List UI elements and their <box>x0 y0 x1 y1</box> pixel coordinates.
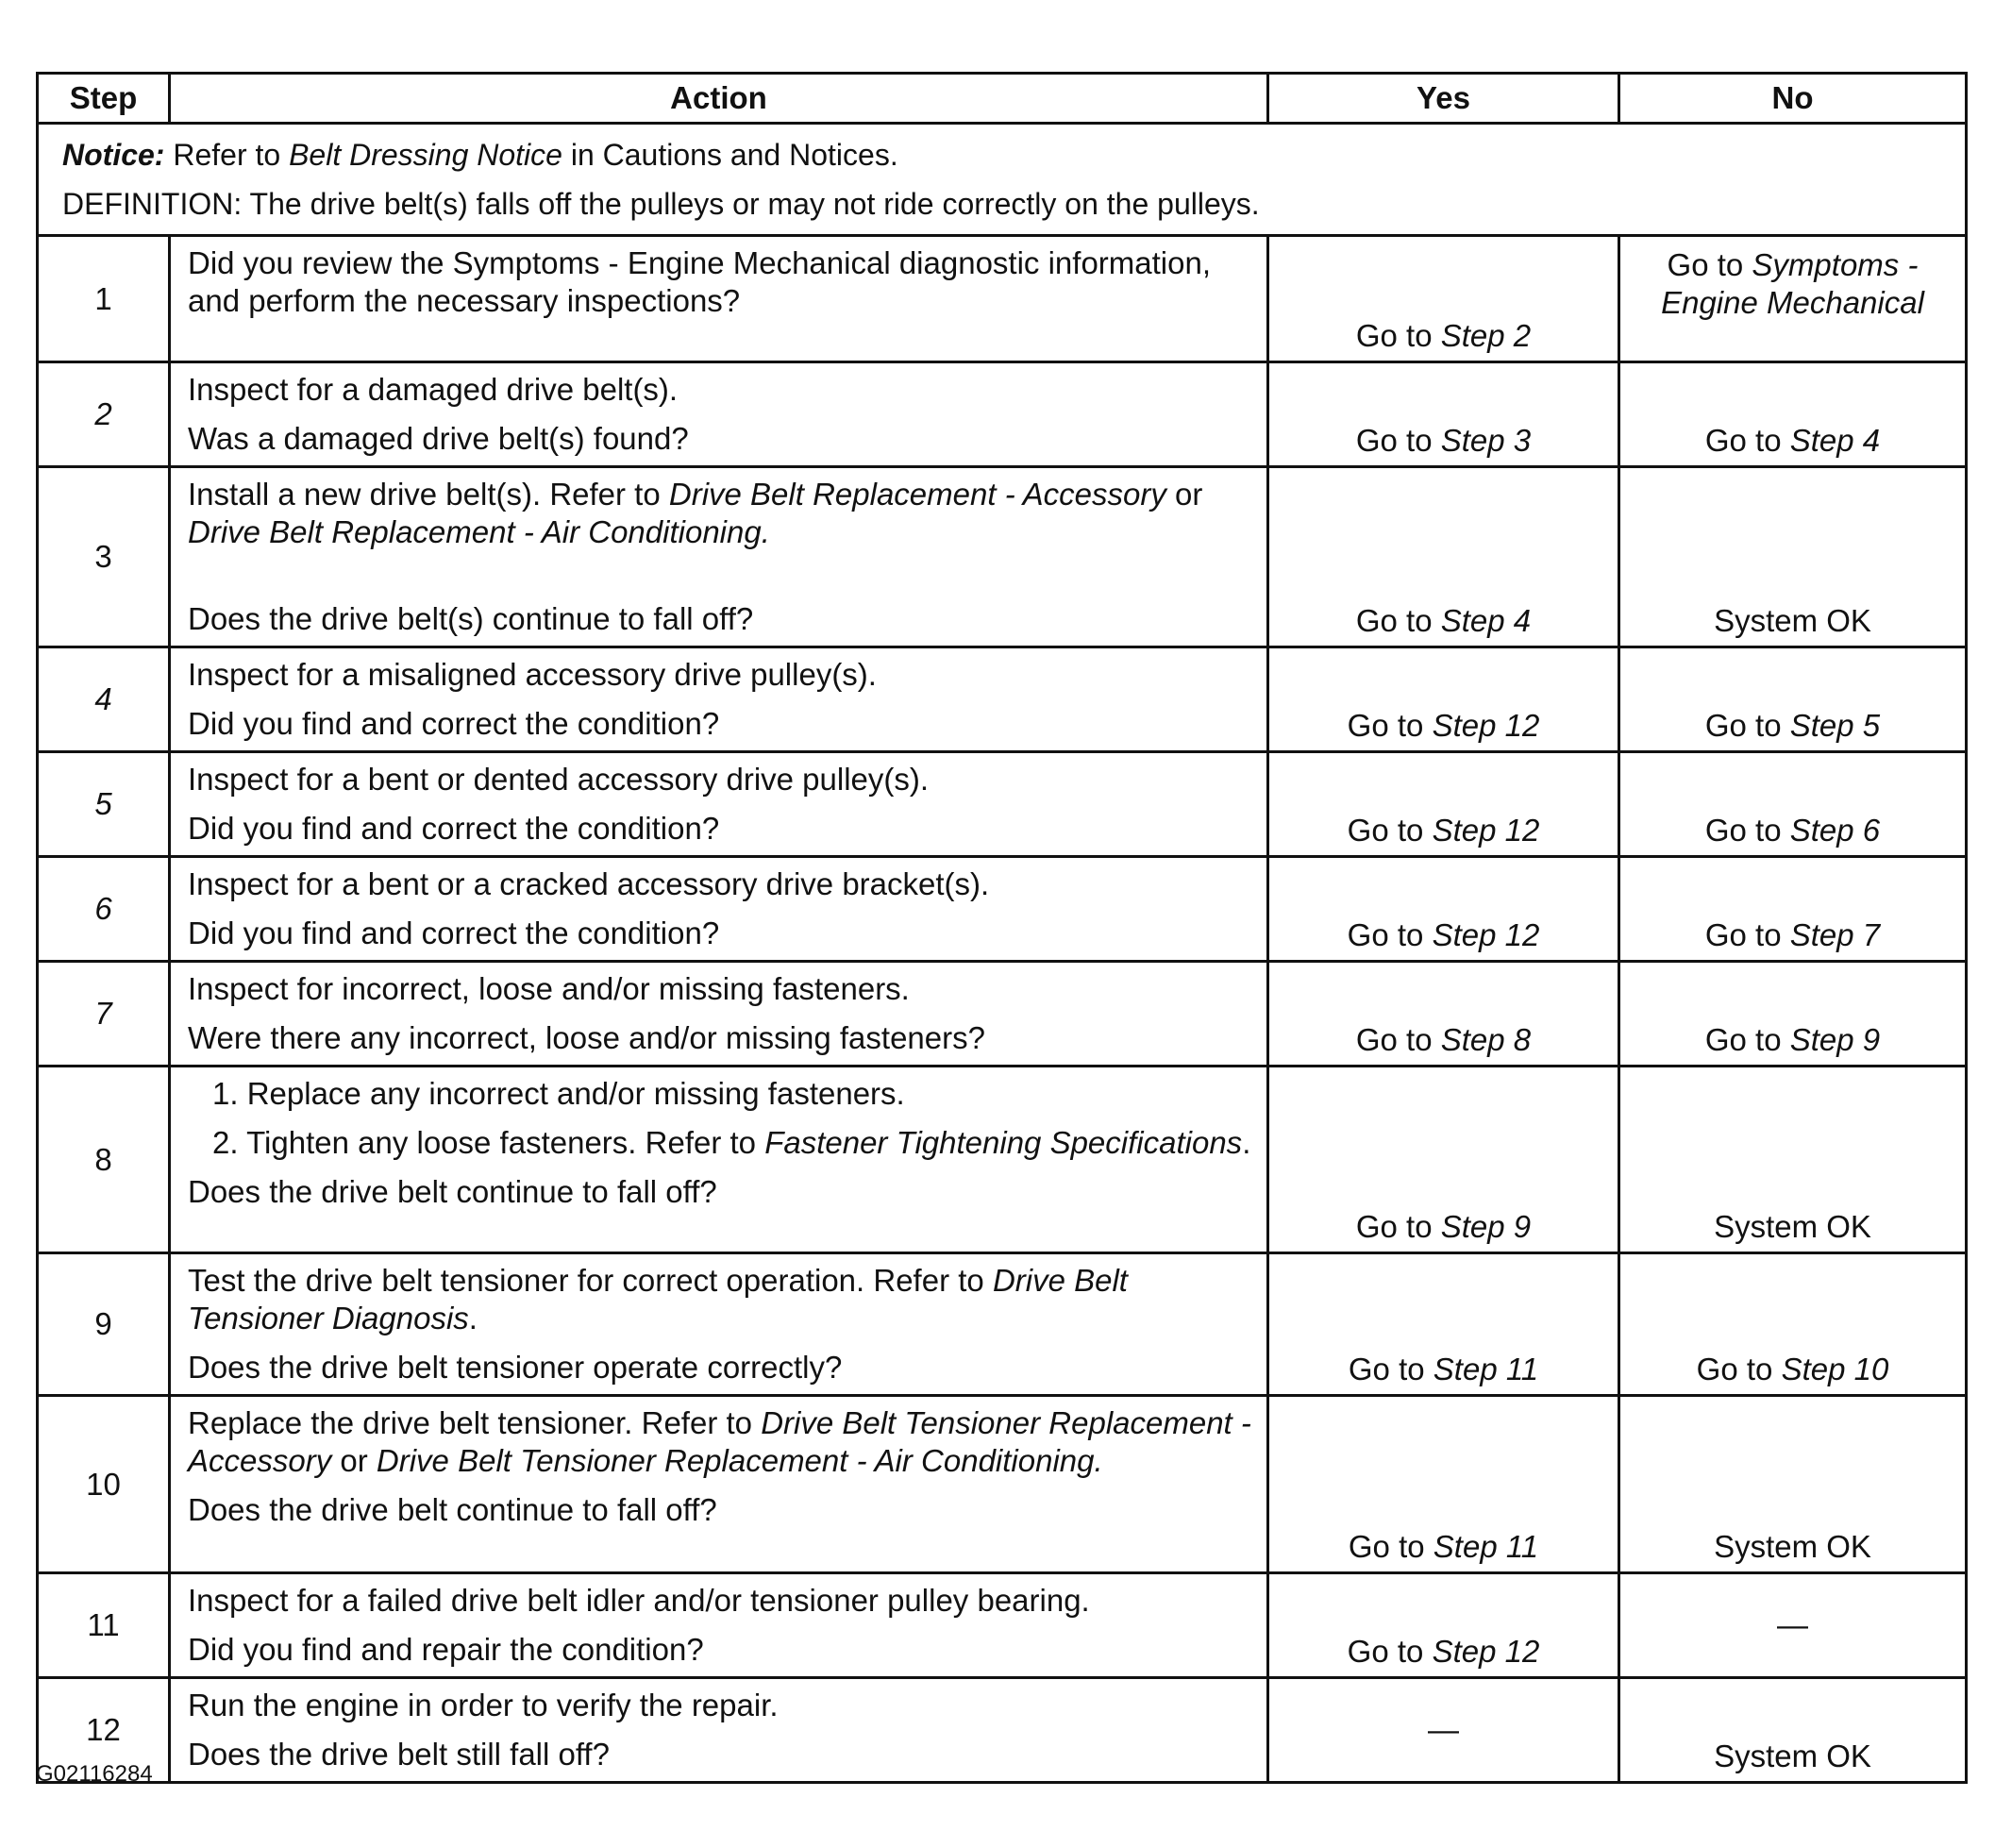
yes-step-ref: Step 4 <box>1440 603 1532 638</box>
step-number: 5 <box>38 752 170 857</box>
no-step-ref: Step 9 <box>1789 1022 1881 1057</box>
no-step-ref: Step 5 <box>1789 708 1881 743</box>
yes-step-ref: Step 12 <box>1432 708 1540 743</box>
yes-cell <box>1268 1253 1619 1396</box>
list-number: 2. <box>212 1125 239 1160</box>
yes-prefix: Go to <box>1355 423 1441 458</box>
no-cell <box>1619 647 1967 752</box>
step-row-2 <box>38 362 1967 467</box>
action-cell <box>170 1253 1268 1396</box>
yes-step-ref: Step 11 <box>1433 1352 1539 1386</box>
step-row-8 <box>38 1067 1967 1253</box>
action-prefix: Test the drive belt tensioner for correct operation. Refer to <box>188 1263 993 1298</box>
action-prefix: Replace the drive belt tensioner. Refer to <box>188 1405 762 1440</box>
header-row <box>38 74 1967 124</box>
no-doc-ref: Symptoms - Engine Mechanical <box>1661 247 1924 320</box>
yes-cell <box>1268 857 1619 962</box>
step-number: 2 <box>38 362 170 467</box>
step-number: 9 <box>38 1253 170 1396</box>
action-cell <box>170 1067 1268 1253</box>
action-question: Did you find and correct the condition? <box>188 916 720 950</box>
action-doc-ref: Drive Belt Replacement - Air Conditioning. <box>188 514 770 549</box>
action-cell <box>170 467 1268 647</box>
action-text: Inspect for a failed drive belt idler and/or tensioner pulley bearing. <box>188 1583 1090 1618</box>
no-prefix: Go to <box>1696 1352 1782 1386</box>
no-cell <box>1619 752 1967 857</box>
step-number: 12 <box>38 1678 170 1783</box>
step-number: 11 <box>38 1573 170 1678</box>
no-step-ref: Step 6 <box>1789 813 1881 848</box>
header-no: No <box>1619 74 1967 124</box>
yes-prefix: Go to <box>1347 917 1433 952</box>
notice-cell <box>38 124 1967 236</box>
action-text: Inspect for a bent or dented accessory drive pulley(s). <box>188 762 930 797</box>
yes-step-ref: Step 3 <box>1440 423 1532 458</box>
step-number: 7 <box>38 962 170 1067</box>
action-cell <box>170 647 1268 752</box>
action-suffix: . <box>468 1301 478 1336</box>
action-cell <box>170 857 1268 962</box>
action-question: Were there any incorrect, loose and/or missing fasteners? <box>188 1020 985 1055</box>
step-row-10 <box>38 1396 1967 1573</box>
step-number: 10 <box>38 1396 170 1573</box>
notice-line <box>62 130 1965 179</box>
no-step-ref: Step 10 <box>1781 1352 1889 1386</box>
notice-row <box>38 124 1967 236</box>
step-row-5 <box>38 752 1967 857</box>
yes-step-ref: Step 2 <box>1440 318 1532 353</box>
action-conjunction: or <box>1165 477 1203 512</box>
list-number: 1. <box>212 1076 239 1111</box>
step-row-3 <box>38 467 1967 647</box>
yes-step-ref: Step 12 <box>1432 917 1540 952</box>
action-text: Did you review the Symptoms - Engine Mechanical diagnostic information, and perform the necessary inspections? <box>188 245 1212 318</box>
no-prefix: Go to <box>1704 813 1790 848</box>
action-doc-ref: Drive Belt Tensioner Replacement - Air Conditioning. <box>376 1443 1103 1478</box>
step-row-12 <box>38 1678 1967 1783</box>
action-doc-ref: Drive Belt Tensioner Diagnosis <box>188 1263 1128 1336</box>
no-cell <box>1619 857 1967 962</box>
action-text: Inspect for a misaligned accessory drive pulley(s). <box>188 657 877 692</box>
step-row-9 <box>38 1253 1967 1396</box>
action-cell <box>170 362 1268 467</box>
action-question: Does the drive belt(s) continue to fall off? <box>188 601 754 636</box>
action-cell <box>170 1678 1268 1783</box>
step-number: 1 <box>38 236 170 362</box>
yes-cell <box>1268 236 1619 362</box>
list-doc-ref: Fastener Tightening Specifications <box>764 1125 1243 1160</box>
action-text: Run the engine in order to verify the repair. <box>188 1688 779 1722</box>
no-cell: System OK <box>1619 1678 1967 1783</box>
notice-doc-ref: Belt Dressing Notice <box>289 138 562 172</box>
action-question: Does the drive belt continue to fall off? <box>188 1174 717 1209</box>
no-cell <box>1619 962 1967 1067</box>
yes-prefix: Go to <box>1347 708 1433 743</box>
list-suffix: . <box>1242 1125 1251 1160</box>
yes-prefix: Go to <box>1355 318 1441 353</box>
action-list <box>188 1075 1257 1162</box>
figure-id: G02116284 <box>36 1761 153 1787</box>
no-cell: System OK <box>1619 467 1967 647</box>
no-step-ref: Step 4 <box>1789 423 1881 458</box>
no-cell: — <box>1619 1573 1967 1678</box>
yes-step-ref: Step 12 <box>1432 813 1540 848</box>
action-cell <box>170 1573 1268 1678</box>
step-number: 6 <box>38 857 170 962</box>
step-row-6 <box>38 857 1967 962</box>
step-row-1 <box>38 236 1967 362</box>
action-cell <box>170 236 1268 362</box>
action-question: Does the drive belt still fall off? <box>188 1737 610 1772</box>
action-question: Did you find and correct the condition? <box>188 706 720 741</box>
step-row-4 <box>38 647 1967 752</box>
action-text <box>188 476 1257 551</box>
header-action: Action <box>170 74 1268 124</box>
action-cell <box>170 1396 1268 1573</box>
yes-prefix: Go to <box>1347 813 1433 848</box>
yes-step-ref: Step 9 <box>1440 1209 1532 1244</box>
action-cell <box>170 752 1268 857</box>
no-prefix: Go to <box>1704 1022 1790 1057</box>
yes-step-ref: Step 11 <box>1433 1529 1539 1564</box>
yes-prefix: Go to <box>1355 1022 1441 1057</box>
action-question: Does the drive belt continue to fall off? <box>188 1492 717 1527</box>
yes-cell <box>1268 752 1619 857</box>
yes-prefix: Go to <box>1348 1352 1433 1386</box>
action-doc-ref: Drive Belt Tensioner Replacement - Accessory <box>188 1405 1251 1478</box>
step-number: 3 <box>38 467 170 647</box>
yes-cell: — <box>1268 1678 1619 1783</box>
yes-cell <box>1268 1573 1619 1678</box>
action-prefix: Install a new drive belt(s). Refer to <box>188 477 669 512</box>
action-conjunction: or <box>331 1443 377 1478</box>
yes-prefix: Go to <box>1355 603 1441 638</box>
step-number: 8 <box>38 1067 170 1253</box>
no-prefix: Go to <box>1704 917 1790 952</box>
action-list-item <box>188 1124 1257 1162</box>
action-text: Inspect for a damaged drive belt(s). <box>188 372 679 407</box>
action-text: Inspect for incorrect, loose and/or missing fasteners. <box>188 971 910 1006</box>
no-step-ref: Step 7 <box>1789 917 1881 952</box>
action-doc-ref: Drive Belt Replacement - Accessory <box>668 477 1166 512</box>
action-text: Inspect for a bent or a cracked accessory drive bracket(s). <box>188 866 990 901</box>
action-list-item <box>188 1075 1257 1113</box>
yes-cell <box>1268 1396 1619 1573</box>
yes-prefix: Go to <box>1348 1529 1433 1564</box>
notice-refer: Refer to <box>164 138 290 172</box>
yes-prefix: Go to <box>1355 1209 1441 1244</box>
yes-cell <box>1268 962 1619 1067</box>
no-prefix: Go to <box>1704 423 1790 458</box>
no-cell <box>1619 1253 1967 1396</box>
yes-step-ref: Step 12 <box>1432 1634 1540 1669</box>
action-question: Does the drive belt tensioner operate correctly? <box>188 1350 843 1385</box>
yes-cell <box>1268 1067 1619 1253</box>
list-text: Tighten any loose fasteners. Refer to <box>246 1125 765 1160</box>
action-text <box>188 1404 1257 1480</box>
no-cell <box>1619 362 1967 467</box>
step-number: 4 <box>38 647 170 752</box>
no-cell <box>1619 236 1967 362</box>
step-row-7 <box>38 962 1967 1067</box>
no-prefix: Go to <box>1667 247 1752 282</box>
definition-line: DEFINITION: The drive belt(s) falls off the pulleys or may not ride correctly on the pulleys. <box>62 187 1260 221</box>
step-row-11 <box>38 1573 1967 1678</box>
list-text: Replace any incorrect and/or missing fasteners. <box>246 1076 905 1111</box>
notice-suffix: in Cautions and Notices. <box>562 138 898 172</box>
yes-step-ref: Step 8 <box>1440 1022 1532 1057</box>
header-step: Step <box>38 74 170 124</box>
action-question: Was a damaged drive belt(s) found? <box>188 421 689 456</box>
action-question: Did you find and correct the condition? <box>188 811 720 846</box>
header-yes: Yes <box>1268 74 1619 124</box>
no-cell: System OK <box>1619 1396 1967 1573</box>
action-question: Did you find and repair the condition? <box>188 1632 704 1667</box>
yes-cell <box>1268 467 1619 647</box>
diagnostic-table <box>36 72 1968 1784</box>
yes-cell <box>1268 647 1619 752</box>
action-cell <box>170 962 1268 1067</box>
action-text <box>188 1262 1257 1337</box>
yes-cell <box>1268 362 1619 467</box>
notice-label: Notice: <box>62 138 165 172</box>
yes-prefix: Go to <box>1347 1634 1433 1669</box>
no-cell: System OK <box>1619 1067 1967 1253</box>
no-prefix: Go to <box>1704 708 1790 743</box>
